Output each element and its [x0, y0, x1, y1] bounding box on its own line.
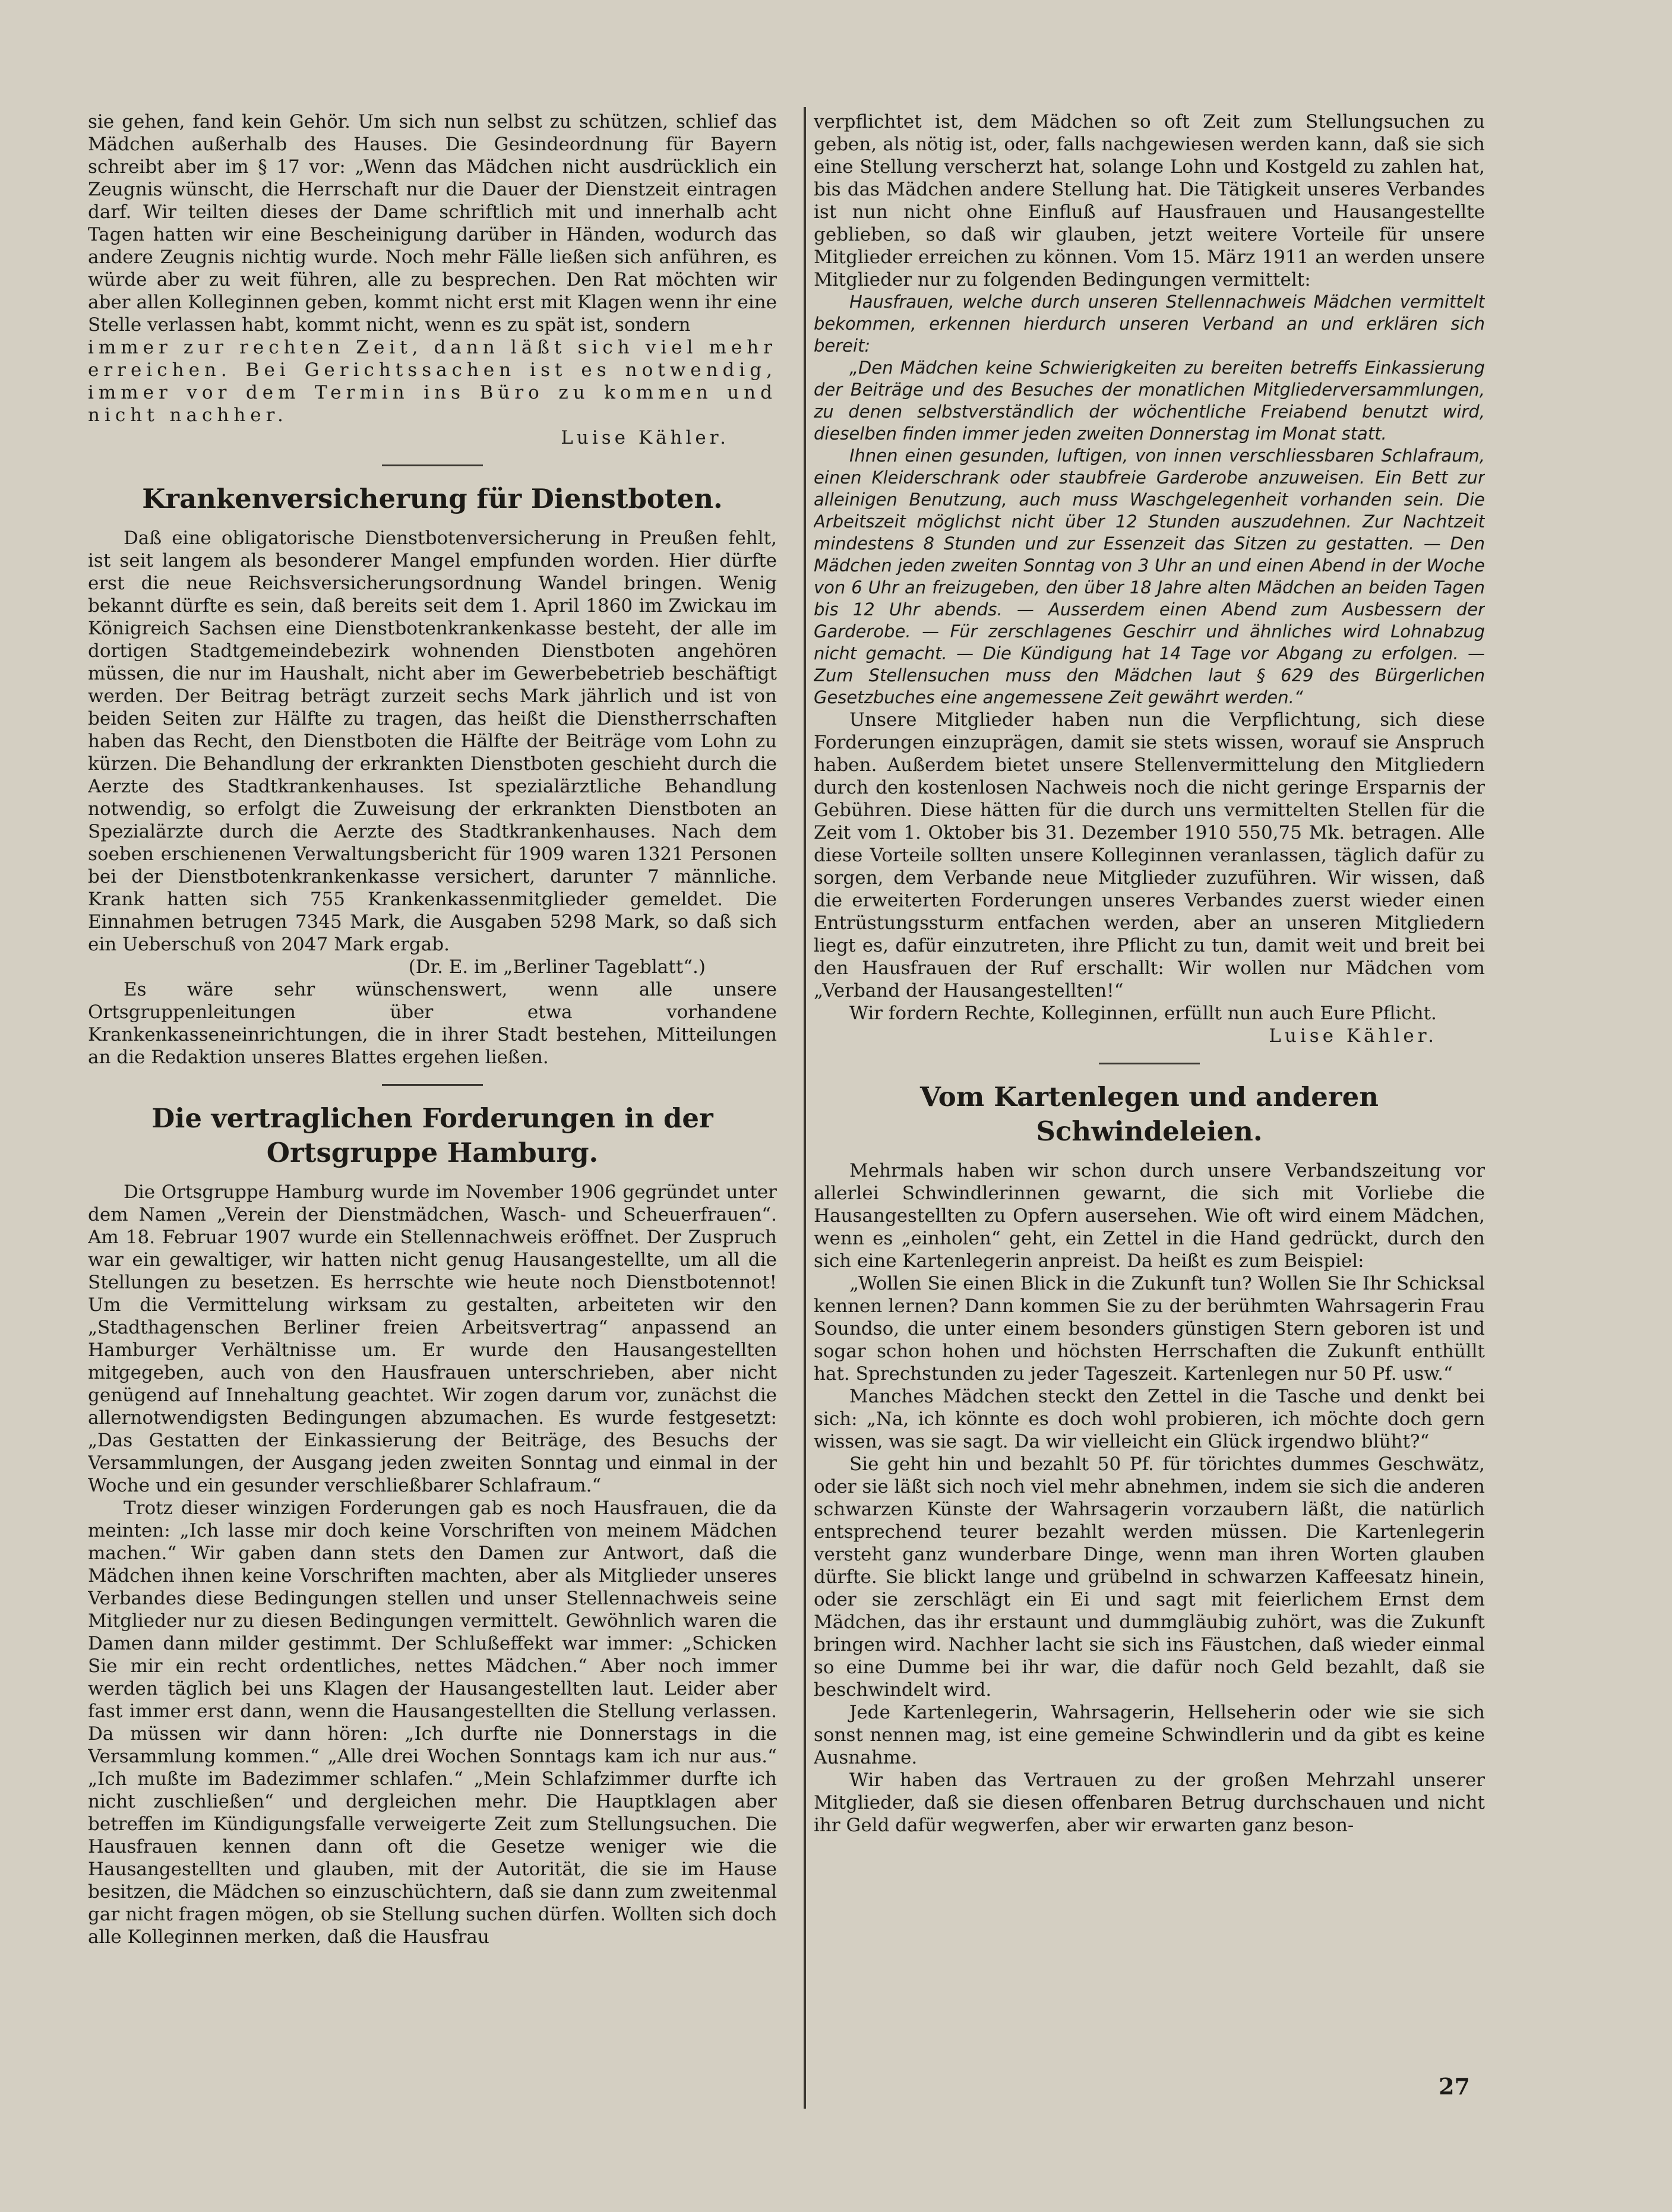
- article-paragraph: Wir fordern Rechte, Kolleginnen, erfüllt nun auch Eure Pflicht.: [849, 1003, 1437, 1024]
- article-title-line-1: Die vertraglichen Forderungen in der: [151, 1102, 713, 1134]
- article-paragraph: Trotz dieser winzigen Forderungen gab es noch Hausfrauen, die da meinten: „Ich lasse mir doch keine Vorschriften von meinem Mädchen machen.“ Wir gaben dann stets den Damen zur Antwort, daß die Mädchen ihnen keine Vorschriften machten, aber als Mitglieder unseres Verbandes diese Bedingungen stellen und unser Stellennachweis seine Mitglieder nur zu diesen Bedingungen vermittelt. Gewöhnlich waren die Damen dann milder gestimmt. Der Schlußeffekt war immer: „Schicken Sie mir ein recht ordentliches, nettes Mädchen.“ Aber noch immer werden täglich bei uns Klagen der Hausangestellten laut. Leider aber fast immer erst dann, wenn die Hausangestellten die Stellung verlassen. Da müssen wir dann hören: „Ich durfte nie Donnerstags in die Versammlung kommen.“ „Alle drei Wochen Sonntags kam ich nur aus.“ „Ich mußte im Badezimmer schlafen.“ „Mein Schlafzimmer durfte ich nicht zuschließen“ und dergleichen mehr. Die Hauptklagen aber betreffen im Kündigungsfalle verweigerte Zeit zum Stellungsuchen. Die Hausfrauen kennen dann oft die Gesetze weniger wie die Hausangestellten und glauben, mit der Autorität, die sie im Hause besitzen, die Mädchen so einzuschüchtern, daß sie dann zum zweitenmal gar nicht fragen mögen, ob sie Stellung suchen dürfen. Wollten sich doch alle Kolleginnen merken, daß die Hausfrau: [88, 1497, 777, 1948]
- right-column: [814, 110, 1485, 2100]
- left-column: [88, 110, 777, 2100]
- intro-paragraph: sie gehen, fand kein Gehör. Um sich nun selbst zu schützen, schlief das Mädchen außerhalb des Hauses. Die Gesindeordnung für Bayern schreibt aber im § 17 vor: „Wenn das Mädchen nicht ausdrücklich ein Zeugnis wünscht, die Herrschaft nur die Dauer der Dienstzeit eintragen darf. Wir teilten dieses der Dame schriftlich mit und innerhalb acht Tagen hatten wir eine Bescheinigung darüber in Händen, wodurch das andere Zeugnis nichtig wurde. Noch mehr Fälle ließen sich anführen, es würde aber zu weit führen, alle zu besprechen. Den Rat möchten wir aber allen Kolleginnen geben, kommt nicht erst mit Klagen wenn ihr eine Stelle verlassen habt, kommt nicht, wenn es zu spät ist, sondern: [88, 111, 777, 336]
- article-title: Krankenversicherung für Dienstboten.: [142, 483, 723, 514]
- article-title: Vom Kartenlegen und anderen Schwindeleien.: [920, 1081, 1379, 1147]
- article-paragraph: Manches Mädchen steckt den Zettel in die Tasche und denkt bei sich: „Na, ich könnte es doch wohl probieren, ich möchte doch gern wissen, was sie sagt. Da wir vielleicht ein Glück irgendwo blüht?“: [814, 1386, 1485, 1452]
- article-title-line-2: Ortsgruppe Hamburg.: [266, 1137, 599, 1168]
- page-number: 27: [1439, 2073, 1470, 2100]
- article-paragraph: Es wäre sehr wünschenswert, wenn alle unsere Ortsgruppenleitungen über etwa vorhandene Krankenkasseneinrichtungen, die in ihrer Stadt bestehen, Mitteilungen an die Redaktion unseres Blattes ergehen ließen.: [88, 979, 777, 1068]
- author-signature: Luise Kähler.: [561, 427, 729, 448]
- article-paragraph: Sie geht hin und bezahlt 50 Pf. für törichtes dummes Geschwätz, oder sie läßt sich noch viel mehr abnehmen, indem sie sich die anderen schwarzen Künste der Wahrsagerin vorzaubern läßt, die natürlich entsprechend teurer bezahlt werden müssen. Die Kartenlegerin versteht ganz wunderbare Dinge, wenn man ihren Worten glauben dürfte. Sie blickt lange und grübelnd in schwarzen Kaffeesatz hinein, oder sie zerschlägt ein Ei und sagt mit feierlichem Ernst dem Mädchen, das ihr erstaunt und dummgläubig zuhört, was die Zukunft bringen wird. Nachher lacht sie sich ins Fäustchen, daß wieder einmal so eine Dumme bei ihr war, die dafür noch Geld bezahlt, daß sie beschwindelt wird.: [814, 1453, 1485, 1701]
- article-paragraph: „Wollen Sie einen Blick in die Zukunft tun? Wollen Sie Ihr Schicksal kennen lernen? Dann kommen Sie zu der berühmten Wahrsagerin Frau Soundso, die unter einem besonders günstigen Stern geboren ist und sogar schon hohen und höchsten Herrschaften die Zukunft enthüllt hat. Sprechstunden zu jeder Tageszeit. Kartenlegen nur 50 Pf. usw.“: [814, 1273, 1485, 1385]
- conditions-quote: Ihnen einen gesunden, luftigen, von innen verschliessbaren Schlafraum, einen Kleiderschrank oder staubfreie Garderobe anzuweisen. Ein Bett zur alleinigen Benutzung, auch muss Waschgelegenheit vorhanden sein. Die Arbeitszeit möglichst nicht über 12 Stunden auszudehnen. Zur Nachtzeit mindestens 8 Stunden und zur Essenzeit das Sitzen zu gestatten. — Den Mädchen jeden zweiten Sonntag von 3 Uhr an und einen Abend in der Woche von 6 Uhr an freizugeben, den über 18 Jahre alten Mädchen an beiden Tagen bis 12 Uhr abends. — Ausserdem einen Abend zum Ausbessern der Garderobe. — Für zerschlagenes Geschirr und ähnliches wird Lohnabzug nicht gemacht. — Die Kündigung hat 14 Tage vor Abgang zu erfolgen. — Zum Stellensuchen muss den Mädchen laut § 629 des Bürgerlichen Gesetzbuches eine angemessene Zeit gewährt werden.“: [814, 445, 1485, 707]
- column-divider: [804, 107, 806, 2109]
- author-signature: Luise Kähler.: [1269, 1025, 1437, 1047]
- conditions-quote: „Den Mädchen keine Schwierigkeiten zu bereiten betreffs Einkassierung der Beiträge und des Besuches der monatlichen Mitgliederversammlungen, zu denen selbstverständlich der wöchentliche Freiabend benutzt wird, dieselben finden immer jeden zweiten Donnerstag im Monat statt.: [814, 358, 1485, 444]
- article-paragraph: Jede Kartenlegerin, Wahrsagerin, Hellseherin oder wie sie sich sonst nennen mag, ist eine gemeine Schwindlerin und da gibt es keine Ausnahme.: [814, 1702, 1485, 1768]
- separator: [382, 1084, 483, 1086]
- separator: [382, 464, 483, 466]
- intro-emphasis: immer zur rechten Zeit, dann läßt sich viel mehr erreichen. Bei Gerichtssachen ist es notwendig, immer vor dem Termin ins Büro zu kommen und nicht nachher.: [88, 337, 777, 426]
- separator: [1099, 1063, 1200, 1064]
- conditions-intro: Hausfrauen, welche durch unseren Stellennachweis Mädchen vermittelt bekommen, erkennen hierdurch unseren Verband an und erklären sich bereit:: [814, 292, 1485, 356]
- source-citation: (Dr. E. im „Berliner Tageblatt“.): [408, 956, 706, 978]
- article-paragraph: Daß eine obligatorische Dienstbotenversicherung in Preußen fehlt, ist seit langem als besonderer Mangel empfunden worden. Hier dürfte erst die neue Reichsversicherungsordnung Wandel bringen. Wenig bekannt dürfte es sein, daß bereits seit dem 1. April 1860 im Zwickau im Königreich Sachsen eine Dienstbotenkrankenkasse besteht, der alle im dortigen Stadtgemeindebezirk wohnenden Dienstboten angehören müssen, die nur im Haushalt, nicht aber im Gewerbebetrieb beschäftigt werden. Der Beitrag beträgt zurzeit sechs Mark jährlich und ist von beiden Seiten zur Hälfte zu tragen, das heißt die Dienstherrschaften haben das Recht, den Dienstboten die Hälfte der Beiträge vom Lohn zu kürzen. Die Behandlung der erkrankten Dienstboten geschieht durch die Aerzte des Stadtkrankenhauses. Ist spezialärztliche Behandlung notwendig, so erfolgt die Zuweisung der erkrankten Dienstboten an Spezialärzte durch die Aerzte des Stadtkrankenhauses. Nach dem soeben erschienenen Verwaltungsbericht für 1909 waren 1321 Personen bei der Dienstbotenkrankenkasse versichert, darunter 7 männliche. Krank hatten sich 755 Krankenkassenmitglieder gemeldet. Die Einnahmen betrugen 7345 Mark, die Ausgaben 5298 Mark, so daß sich ein Ueberschuß von 2047 Mark ergab.: [88, 527, 777, 955]
- article-paragraph: Wir haben das Vertrauen zu der großen Mehrzahl unserer Mitglieder, daß sie diesen offenbaren Betrug durchschauen und nicht ihr Geld dafür wegwerfen, aber wir erwarten ganz beson-: [814, 1769, 1485, 1836]
- article-paragraph: Unsere Mitglieder haben nun die Verpflichtung, sich diese Forderungen einzuprägen, damit sie stets wissen, worauf sie Anspruch haben. Außerdem bietet unsere Stellenvermittelung den Mitgliedern durch den kostenlosen Nachweis noch die nicht geringe Ersparnis der Gebühren. Diese hätten für die durch uns vermittelten Stellen für die Zeit vom 1. Oktober bis 31. Dezember 1910 550,75 Mk. betragen. Alle diese Vorteile sollten unsere Kolleginnen veranlassen, täglich dafür zu sorgen, dem Verbande neue Mitglieder zuzuführen. Wir wissen, daß die erweiterten Forderungen unseres Verbandes zuerst wieder einen Entrüstungssturm entfachen werden, aber an unseren Mitgliedern liegt es, dafür einzutreten, ihre Pflicht zu tun, damit weit und breit bei den Hausfrauen der Ruf erschallt: Wir wollen nur Mädchen vom „Verband der Hausangestellten!“: [814, 709, 1485, 1001]
- article-paragraph: Die Ortsgruppe Hamburg wurde im November 1906 gegründet unter dem Namen „Verein der Dienstmädchen, Wasch- und Scheuerfrauen“. Am 18. Februar 1907 wurde ein Stellennachweis eröffnet. Der Zuspruch war ein gewaltiger, wir hatten nicht genug Hausangestellte, um all die Stellungen zu besetzen. Es herrschte wie heute noch Dienstbotennot! Um die Vermittelung wirksam zu gestalten, arbeiteten wir den „Stadthagenschen Berliner freien Arbeitsvertrag“ anpassend an Hamburger Verhältnisse um. Er wurde den Hausangestellten mitgegeben, auch von den Hausfrauen unterschrieben, aber nicht genügend auf Innehaltung geachtet. Wir zogen darum vor, zunächst die allernotwendigsten Bedingungen abzumachen. Es wurde festgesetzt: „Das Gestatten der Einkassierung der Beiträge, des Besuchs der Versammlungen, der Ausgang jeden zweiten Sonntag und einmal in der Woche und ein gesunder verschließbarer Schlafraum.“: [88, 1181, 777, 1496]
- article-paragraph: Mehrmals haben wir schon durch unsere Verbandszeitung vor allerlei Schwindlerinnen gewarnt, die sich mit Vorliebe die Hausangestellten zu Opfern ausersehen. Wie oft wird einem Mädchen, wenn es „einholen“ geht, ein Zettel in die Hand gedrückt, durch den sich eine Kartenlegerin anpreist. Da heißt es zum Beispiel:: [814, 1160, 1485, 1272]
- continued-paragraph: verpflichtet ist, dem Mädchen so oft Zeit zum Stellungsuchen zu geben, als nötig ist, oder, falls nachgewiesen werden kann, daß sie sich eine Stellung verscherzt hat, solange Lohn und Kostgeld zu zahlen hat, bis das Mädchen andere Stellung hat. Die Tätigkeit unseres Verbandes ist nun nicht ohne Einfluß auf Hausfrauen und Hausangestellte geblieben, so daß wir glauben, jetzt weitere Vorteile für unsere Mitglieder erreichen zu können. Vom 15. März 1911 an werden unsere Mitglieder nur zu folgenden Bedingungen vermittelt:: [814, 111, 1485, 290]
